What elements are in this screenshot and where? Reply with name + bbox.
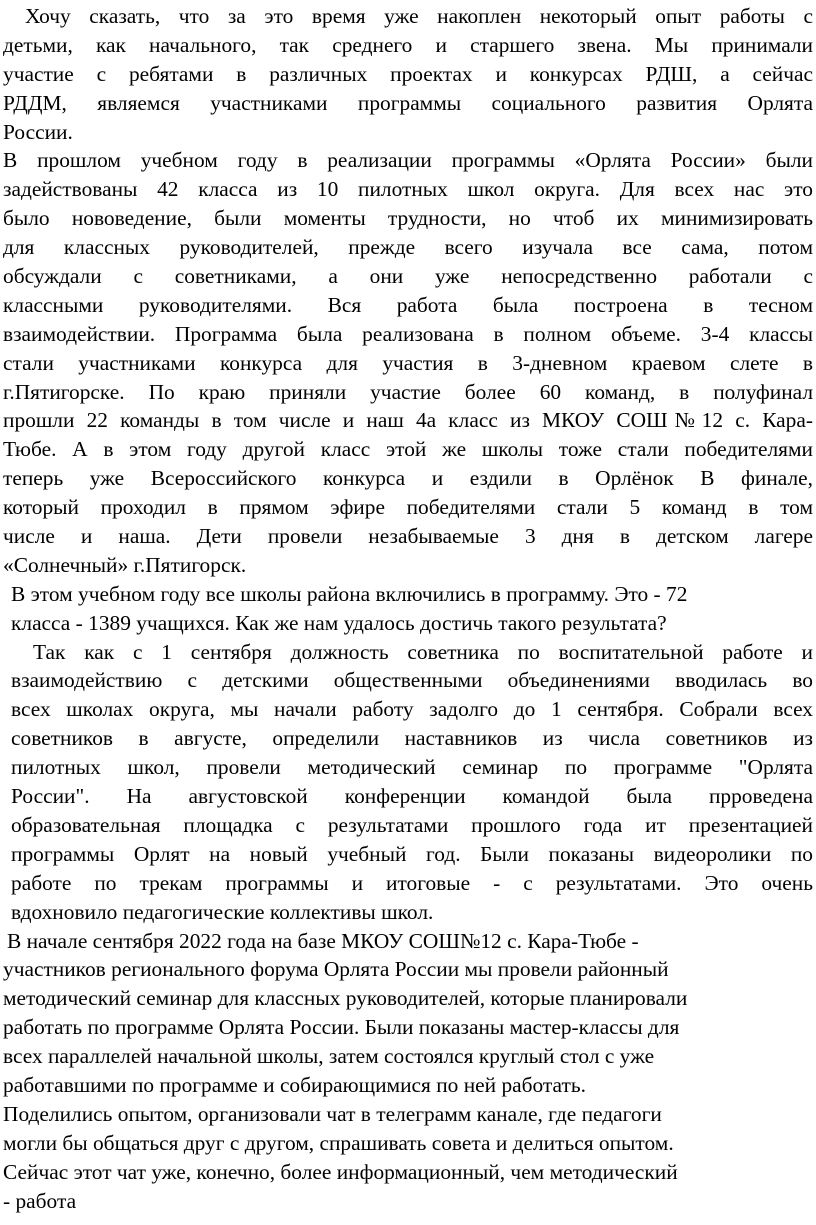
text-line: пилотных школ, провели методический семинар по программе "Орлята <box>11 755 813 780</box>
text-line: стали участниками конкурса для участия в 3-дневном краевом слете в <box>3 350 813 375</box>
text-line: обсуждали с советниками, а они уже непосредственно работали с <box>3 264 813 289</box>
text-line: вдохновило педагогические коллективы школ. <box>11 899 434 924</box>
text-line: детьми, как начального, так среднего и старшего звена. Мы принимали <box>3 32 813 57</box>
text-line: класса - 1389 учащихся. Как же нам удалось достичь такого результата? <box>11 610 667 635</box>
text-line: г.Пятигорске. По краю приняли участие более 60 команд, в полуфинал <box>3 379 813 404</box>
text-line: В прошлом учебном году в реализации программы «Орлята России» были <box>3 148 813 173</box>
text-line: взаимодействии. Программа была реализована в полном объеме. 3-4 классы <box>3 321 813 346</box>
text-line: числе и наша. Дети провели незабываемые 3 дня в детском лагере <box>3 524 813 549</box>
text-line: России. <box>3 119 73 144</box>
text-line: Так как с 1 сентября должность советника по воспитательной работе и <box>33 639 813 664</box>
text-line: классными руководителями. Вся работа была построена в тесном <box>3 292 813 317</box>
text-line: Хочу сказать, что за это время уже накоплен некоторый опыт работы с <box>25 4 813 28</box>
text-line: взаимодействию с детскими общественными объединениями вводилась во <box>11 668 813 693</box>
text-line: образовательная площадка с результатами прошлого года ит презентацией <box>11 812 813 837</box>
text-line: советников в августе, определили наставников из числа советников из <box>11 726 813 751</box>
text-line: работе по трекам программы и итоговые - с результатами. Это очень <box>11 870 813 895</box>
text-line: В начале сентября 2022 года на базе МКОУ СОШ№12 с. Кара-Тюбе - <box>7 928 639 953</box>
text-line: Тюбе. А в этом году другой класс этой же школы тоже стали победителями <box>3 437 813 462</box>
text-line: Сейчас этот чат уже, конечно, более информационный, чем методический <box>3 1159 678 1184</box>
text-line: задействованы 42 класса из 10 пилотных школ округа. Для всех нас это <box>3 177 813 202</box>
text-line: всех школах округа, мы начали работу задолго до 1 сентября. Собрали всех <box>11 697 813 722</box>
paragraph-last-year <box>3 146 813 579</box>
text-line: программы Орлят на новый учебный год. Были показаны видеоролики по <box>11 841 813 866</box>
paragraph-chat <box>3 1100 813 1216</box>
text-line: Поделились опытом, организовали чат в телеграмм канале, где педагоги <box>3 1101 662 1126</box>
text-line: РДДМ, являемся участниками программы социального развития Орлята <box>3 90 813 115</box>
text-line: - работа <box>3 1188 77 1213</box>
text-line: теперь уже Всероссийского конкурса и ездили в Орлёнок В финале, <box>3 466 813 491</box>
text-line: участие с ребятами в различных проектах и конкурсах РДШ, а сейчас <box>3 61 813 86</box>
text-line: участников регионального форума Орлята России мы провели районный <box>3 957 669 982</box>
paragraph-this-year <box>3 580 813 638</box>
text-line: для классных руководителей, прежде всего изучала все сама, потом <box>3 235 813 260</box>
text-line: было нововедение, были моменты трудности, но чтоб их минимизировать <box>3 206 813 231</box>
text-line: могли бы общаться друг с другом, спрашивать совета и делиться опытом. <box>3 1130 674 1155</box>
text-line: «Солнечный» г.Пятигорск. <box>3 552 247 577</box>
text-line: В этом учебном году все школы района включились в программу. Это - 72 <box>11 581 688 606</box>
paragraph-intro <box>3 2 813 146</box>
text-line: методический семинар для классных руководителей, которые планировали <box>3 986 688 1011</box>
paragraph-seminar <box>3 927 813 1100</box>
text-line: России". На августовской конференции командой была прроведена <box>11 784 813 809</box>
text-line: который проходил в прямом эфире победителями стали 5 команд в том <box>3 495 813 520</box>
text-line: работавшими по программе и собирающимися по ней работать. <box>3 1072 586 1097</box>
text-line: всех параллелей начальной школы, затем состоялся круглый стол с уже <box>3 1044 655 1069</box>
text-line: прошли 22 команды в том числе и наш 4а класс из МКОУ СОШ№12 с. Кара- <box>3 408 813 433</box>
paragraph-preparation <box>3 638 813 927</box>
text-line: работать по программе Орлята России. Были показаны мастер-классы для <box>3 1015 680 1040</box>
